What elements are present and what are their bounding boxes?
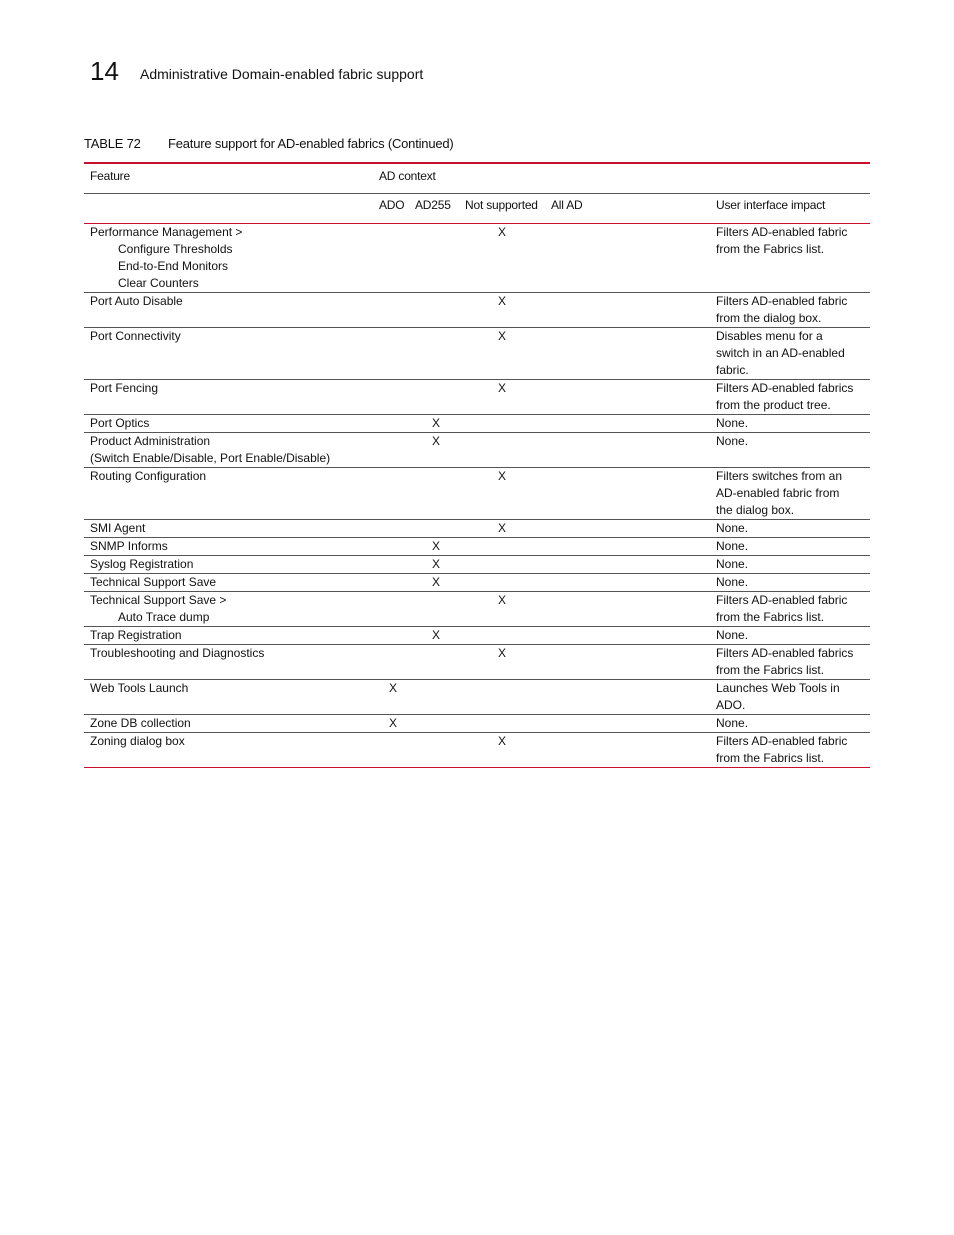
all-ad-cell <box>551 414 716 432</box>
feature-cell <box>84 379 379 414</box>
ui-impact-text: fabric. <box>716 362 749 377</box>
feature-cell <box>84 573 379 591</box>
all-ad-cell <box>551 679 716 714</box>
ui-impact-text: Launches Web Tools in <box>716 680 840 695</box>
ui-impact-cell <box>716 379 870 414</box>
ui-impact-cell <box>716 467 870 519</box>
ui-impact-text: None. <box>716 538 749 553</box>
not-supported-cell <box>465 379 551 414</box>
ui-impact-cell <box>716 432 870 467</box>
ui-impact-cell <box>716 573 870 591</box>
ado-cell <box>379 555 415 573</box>
ado-cell <box>379 714 415 732</box>
feature-cell <box>84 467 379 519</box>
table-row <box>84 537 870 555</box>
ad255-cell <box>415 519 465 537</box>
ad255-cell <box>415 414 465 432</box>
table-body <box>84 223 870 767</box>
ui-impact-text: AD-enabled fabric from <box>716 485 840 500</box>
support-mark: X <box>498 520 507 535</box>
not-supported-cell <box>465 537 551 555</box>
not-supported-cell <box>465 519 551 537</box>
ui-impact-text: ADO. <box>716 697 746 712</box>
ad255-cell <box>415 573 465 591</box>
all-ad-cell <box>551 537 716 555</box>
chapter-number: 14 <box>90 56 119 86</box>
feature-cell <box>84 432 379 467</box>
ad255-cell <box>415 223 465 292</box>
not-supported-cell <box>465 573 551 591</box>
ui-impact-text: from the dialog box. <box>716 310 822 325</box>
feature-name: Web Tools Launch <box>90 680 189 695</box>
support-mark: X <box>498 468 507 483</box>
ad255-cell <box>415 679 465 714</box>
feature-cell <box>84 714 379 732</box>
not-supported-cell <box>465 432 551 467</box>
ado-cell <box>379 644 415 679</box>
all-ad-cell <box>551 555 716 573</box>
not-supported-cell <box>465 555 551 573</box>
feature-cell <box>84 555 379 573</box>
ad255-cell <box>415 292 465 327</box>
table-row <box>84 679 870 714</box>
ui-impact-text: Filters switches from an <box>716 468 843 483</box>
feature-sub-item: Configure Thresholds <box>118 241 233 256</box>
ui-impact-text: None. <box>716 715 749 730</box>
ui-impact-text: Filters AD-enabled fabric <box>716 592 848 607</box>
table-row <box>84 379 870 414</box>
all-ad-cell <box>551 223 716 292</box>
table-title: Feature support for AD-enabled fabrics (Continued) <box>168 136 454 151</box>
feature-support-table <box>84 162 870 768</box>
feature-name: (Switch Enable/Disable, Port Enable/Disable) <box>90 450 331 465</box>
ui-impact-text: the dialog box. <box>716 502 795 517</box>
support-mark: X <box>498 224 507 239</box>
ado-cell <box>379 223 415 292</box>
table-number: TABLE 72 <box>84 136 141 151</box>
feature-name: Routing Configuration <box>90 468 207 483</box>
support-mark: X <box>432 556 441 571</box>
header-ado: ADO <box>379 193 415 223</box>
feature-cell <box>84 327 379 379</box>
all-ad-cell <box>551 519 716 537</box>
all-ad-cell <box>551 467 716 519</box>
not-supported-cell <box>465 327 551 379</box>
not-supported-cell <box>465 626 551 644</box>
ad255-cell <box>415 537 465 555</box>
table-row <box>84 414 870 432</box>
feature-cell <box>84 644 379 679</box>
ui-impact-cell <box>716 414 870 432</box>
all-ad-cell <box>551 644 716 679</box>
table-row <box>84 327 870 379</box>
ui-impact-cell <box>716 537 870 555</box>
not-supported-cell <box>465 292 551 327</box>
header-all-ad: All AD <box>551 193 716 223</box>
support-mark: X <box>498 293 507 308</box>
table-row <box>84 432 870 467</box>
ado-cell <box>379 467 415 519</box>
feature-name: Product Administration <box>90 433 211 448</box>
feature-cell <box>84 414 379 432</box>
ui-impact-text: from the Fabrics list. <box>716 609 825 624</box>
ad255-cell <box>415 555 465 573</box>
ui-impact-cell <box>716 223 870 292</box>
ui-impact-text: from the Fabrics list. <box>716 750 825 765</box>
table-row <box>84 292 870 327</box>
ado-cell <box>379 591 415 626</box>
feature-name: SMI Agent <box>90 520 146 535</box>
feature-name: Performance Management > <box>90 224 243 239</box>
not-supported-cell <box>465 714 551 732</box>
feature-sub-item: Clear Counters <box>118 275 199 290</box>
ad255-cell <box>415 644 465 679</box>
all-ad-cell <box>551 432 716 467</box>
ui-impact-cell <box>716 714 870 732</box>
table-row <box>84 591 870 626</box>
not-supported-cell <box>465 414 551 432</box>
header-ad-context: AD context <box>379 163 870 193</box>
support-mark: X <box>432 415 441 430</box>
ui-impact-text: None. <box>716 415 749 430</box>
ui-impact-text: None. <box>716 627 749 642</box>
feature-name: Syslog Registration <box>90 556 194 571</box>
support-mark: X <box>432 627 441 642</box>
feature-cell <box>84 626 379 644</box>
not-supported-cell <box>465 223 551 292</box>
feature-cell <box>84 223 379 292</box>
ui-impact-text: from the product tree. <box>716 397 831 412</box>
support-mark: X <box>432 574 441 589</box>
ad255-cell <box>415 467 465 519</box>
ui-impact-text: Filters AD-enabled fabrics <box>716 380 854 395</box>
ui-impact-cell <box>716 292 870 327</box>
feature-name: Troubleshooting and Diagnostics <box>90 645 265 660</box>
feature-name: Technical Support Save > <box>90 592 227 607</box>
ado-cell <box>379 327 415 379</box>
ui-impact-cell <box>716 519 870 537</box>
ad255-cell <box>415 732 465 767</box>
not-supported-cell <box>465 467 551 519</box>
ui-impact-cell <box>716 591 870 626</box>
feature-cell <box>84 519 379 537</box>
feature-cell <box>84 292 379 327</box>
feature-cell <box>84 679 379 714</box>
header-feature: Feature <box>84 163 379 193</box>
ad255-cell <box>415 626 465 644</box>
not-supported-cell <box>465 732 551 767</box>
all-ad-cell <box>551 573 716 591</box>
feature-name: Zone DB collection <box>90 715 191 730</box>
table-row <box>84 626 870 644</box>
ui-impact-text: Filters AD-enabled fabrics <box>716 645 854 660</box>
support-mark: X <box>432 538 441 553</box>
ui-impact-text: switch in an AD-enabled <box>716 345 845 360</box>
ui-impact-text: Filters AD-enabled fabric <box>716 733 848 748</box>
feature-cell <box>84 537 379 555</box>
table-row <box>84 644 870 679</box>
feature-name: SNMP Informs <box>90 538 168 553</box>
header-not-supported: Not supported <box>465 193 551 223</box>
all-ad-cell <box>551 327 716 379</box>
feature-name: Technical Support Save <box>90 574 217 589</box>
header-ad255: AD255 <box>415 193 465 223</box>
all-ad-cell <box>551 732 716 767</box>
all-ad-cell <box>551 714 716 732</box>
not-supported-cell <box>465 644 551 679</box>
table-row <box>84 714 870 732</box>
ui-impact-text: from the Fabrics list. <box>716 662 825 677</box>
table-caption <box>84 136 870 154</box>
ad255-cell <box>415 432 465 467</box>
ad255-cell <box>415 591 465 626</box>
ui-impact-text: None. <box>716 574 749 589</box>
ado-cell <box>379 379 415 414</box>
support-mark: X <box>498 592 507 607</box>
ui-impact-text: Filters AD-enabled fabric <box>716 293 848 308</box>
ui-impact-cell <box>716 732 870 767</box>
support-mark: X <box>498 733 507 748</box>
feature-name: Trap Registration <box>90 627 182 642</box>
table-row <box>84 519 870 537</box>
ado-cell <box>379 626 415 644</box>
ad255-cell <box>415 379 465 414</box>
table-row <box>84 223 870 292</box>
ado-cell <box>379 573 415 591</box>
feature-support-table-container <box>84 162 870 768</box>
support-mark: X <box>389 715 398 730</box>
support-mark: X <box>432 433 441 448</box>
ui-impact-cell <box>716 555 870 573</box>
table-row <box>84 732 870 767</box>
ado-cell <box>379 292 415 327</box>
ado-cell <box>379 519 415 537</box>
chapter-title: Administrative Domain-enabled fabric support <box>140 66 424 82</box>
ado-cell <box>379 414 415 432</box>
feature-name: Port Fencing <box>90 380 159 395</box>
all-ad-cell <box>551 292 716 327</box>
feature-name: Port Auto Disable <box>90 293 183 308</box>
ui-impact-text: Filters AD-enabled fabric <box>716 224 848 239</box>
feature-sub-item: Auto Trace dump <box>118 609 210 624</box>
ui-impact-cell <box>716 679 870 714</box>
ado-cell <box>379 537 415 555</box>
table-header-row-1 <box>84 163 870 193</box>
header-ui-impact: User interface impact <box>716 193 870 223</box>
page-header <box>90 56 870 88</box>
header-feature-blank <box>84 193 379 223</box>
all-ad-cell <box>551 591 716 626</box>
ui-impact-text: Disables menu for a <box>716 328 823 343</box>
support-mark: X <box>498 645 507 660</box>
support-mark: X <box>389 680 398 695</box>
ui-impact-text: None. <box>716 433 749 448</box>
table-row <box>84 555 870 573</box>
support-mark: X <box>498 328 507 343</box>
ad255-cell <box>415 327 465 379</box>
feature-name: Zoning dialog box <box>90 733 185 748</box>
ado-cell <box>379 432 415 467</box>
support-mark: X <box>498 380 507 395</box>
ui-impact-cell <box>716 644 870 679</box>
ui-impact-text: from the Fabrics list. <box>716 241 825 256</box>
ui-impact-text: None. <box>716 520 749 535</box>
feature-name: Port Connectivity <box>90 328 181 343</box>
table-row <box>84 573 870 591</box>
ui-impact-text: None. <box>716 556 749 571</box>
ado-cell <box>379 732 415 767</box>
ad255-cell <box>415 714 465 732</box>
all-ad-cell <box>551 379 716 414</box>
ui-impact-cell <box>716 626 870 644</box>
feature-cell <box>84 591 379 626</box>
feature-sub-item: End-to-End Monitors <box>118 258 229 273</box>
not-supported-cell <box>465 591 551 626</box>
all-ad-cell <box>551 626 716 644</box>
ui-impact-cell <box>716 327 870 379</box>
feature-cell <box>84 732 379 767</box>
feature-name: Port Optics <box>90 415 150 430</box>
ado-cell <box>379 679 415 714</box>
table-header-row-2 <box>84 193 870 223</box>
not-supported-cell <box>465 679 551 714</box>
table-row <box>84 467 870 519</box>
